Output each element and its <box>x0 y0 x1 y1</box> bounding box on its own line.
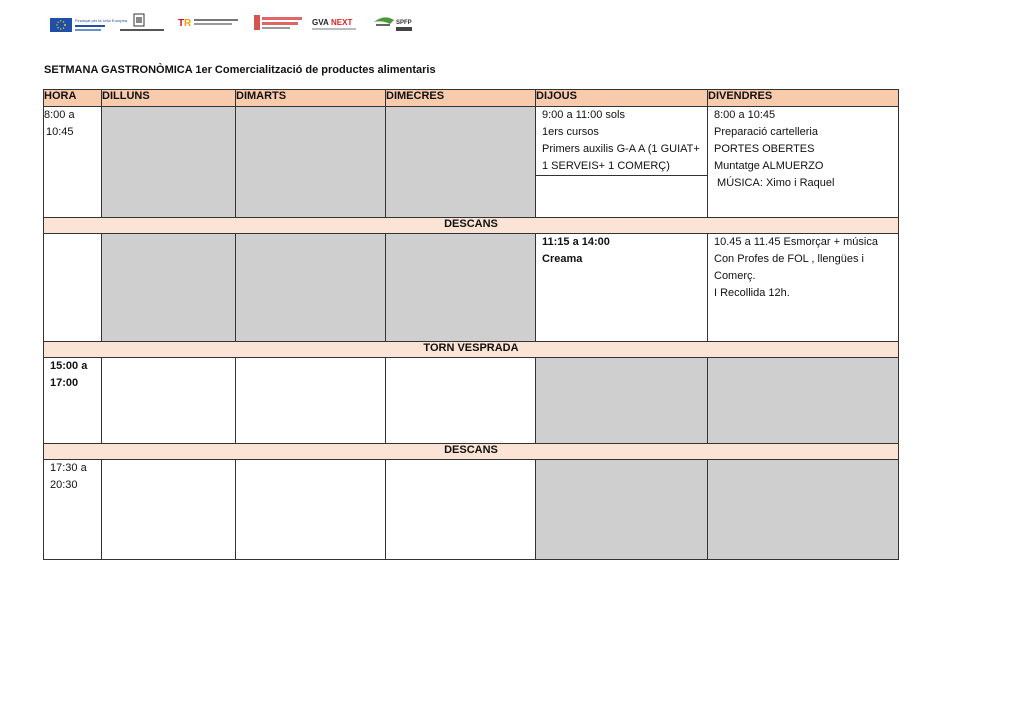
dimarts-cell <box>236 107 386 218</box>
hora-line: 8:00 a <box>44 109 75 121</box>
cell-line: Preparació cartelleria <box>714 126 818 138</box>
cell-line: MÚSICA: Ximo i Raquel <box>714 177 835 189</box>
hora-cell-morning <box>44 107 102 218</box>
svg-text:R: R <box>184 18 192 29</box>
dilluns-cell <box>102 358 236 444</box>
block-morning-row <box>44 107 899 218</box>
weekly-schedule-table <box>43 89 899 560</box>
dijous-activity-box <box>536 107 707 176</box>
dimecres-cell <box>386 358 536 444</box>
svg-text:SPFP: SPFP <box>396 20 412 26</box>
cell-line: 1 SERVEIS+ 1 COMERÇ) <box>542 160 670 172</box>
cell-line: Muntatge ALMUERZO <box>714 160 824 172</box>
divendres-cell <box>708 460 899 560</box>
cell-line: I Recollida 12h. <box>714 287 790 299</box>
dijous-cell-morning <box>536 107 708 218</box>
cell-line: PORTES OBERTES <box>714 143 815 155</box>
cell-line: 9:00 a 11:00 sols <box>542 109 625 121</box>
hora-line: 15:00 a <box>50 360 88 372</box>
band-label: DESCANS <box>44 444 899 460</box>
hora-line: 10:45 <box>46 126 74 138</box>
ministry-crest-logo <box>118 12 166 34</box>
cell-line: 10.45 a 11.45 Esmorçar + música <box>714 236 878 248</box>
dilluns-cell <box>102 107 236 218</box>
divendres-cell-midday <box>708 234 899 342</box>
cell-line: Primers auxilis G-A A (1 GUIAT+ <box>542 143 700 155</box>
header-hora: HORA <box>44 90 102 107</box>
dimarts-cell <box>236 460 386 560</box>
hora-cell-evening <box>44 460 102 560</box>
logo-strip <box>50 12 420 34</box>
divendres-cell-morning <box>708 107 899 218</box>
generalitat-valenciana-logo <box>254 12 306 34</box>
header-divendres: DIVENDRES <box>708 90 899 107</box>
cell-line: Creama <box>542 253 583 265</box>
block-evening-row <box>44 460 899 560</box>
cell-line: Con Profes de FOL , llengües i <box>714 253 865 265</box>
dimecres-cell <box>386 234 536 342</box>
band-descans-2 <box>44 444 899 460</box>
dilluns-cell <box>102 234 236 342</box>
dimarts-cell <box>236 358 386 444</box>
header-dimecres: DIMECRES <box>386 90 536 107</box>
block-afternoon-row <box>44 358 899 444</box>
dimarts-cell <box>236 234 386 342</box>
dilluns-cell <box>102 460 236 560</box>
cell-line: 1ers cursos <box>542 126 599 138</box>
page-title: SETMANA GASTRONÒMICA 1er Comercialització de productes alimentaris <box>44 64 436 76</box>
dijous-cell <box>536 460 708 560</box>
hora-line: 17:00 <box>50 377 79 389</box>
header-dilluns: DILLUNS <box>102 90 236 107</box>
svg-text:T: T <box>178 18 185 29</box>
dimecres-cell <box>386 460 536 560</box>
header-row <box>44 90 899 107</box>
eu-logo-text: Finançat per la Unió Europea <box>75 18 128 23</box>
school-logo <box>372 12 418 34</box>
block-midday-row <box>44 234 899 342</box>
hora-cell-midday <box>44 234 102 342</box>
dijous-cell-midday <box>536 234 708 342</box>
tr-plan-logo <box>178 12 242 34</box>
hora-cell-afternoon <box>44 358 102 444</box>
hora-line: 17:30 a <box>50 462 87 474</box>
svg-text:NEXT: NEXT <box>331 18 353 27</box>
header-dijous: DIJOUS <box>536 90 708 107</box>
hora-line: 20:30 <box>50 479 78 491</box>
header-dimarts: DIMARTS <box>236 90 386 107</box>
band-descans-1 <box>44 218 899 234</box>
cell-line: 11:15 a 14:00 <box>542 236 610 248</box>
gva-next-logo <box>312 12 362 34</box>
cell-line: Comerç. <box>714 270 756 282</box>
cell-line: 8:00 a 10:45 <box>714 109 776 121</box>
dijous-cell <box>536 358 708 444</box>
band-torn-vesprada <box>44 342 899 358</box>
divendres-cell <box>708 358 899 444</box>
eu-flag-logo <box>50 12 128 34</box>
band-label: TORN VESPRADA <box>44 342 899 358</box>
band-label: DESCANS <box>44 218 899 234</box>
svg-text:GVA: GVA <box>312 18 329 27</box>
dimecres-cell <box>386 107 536 218</box>
